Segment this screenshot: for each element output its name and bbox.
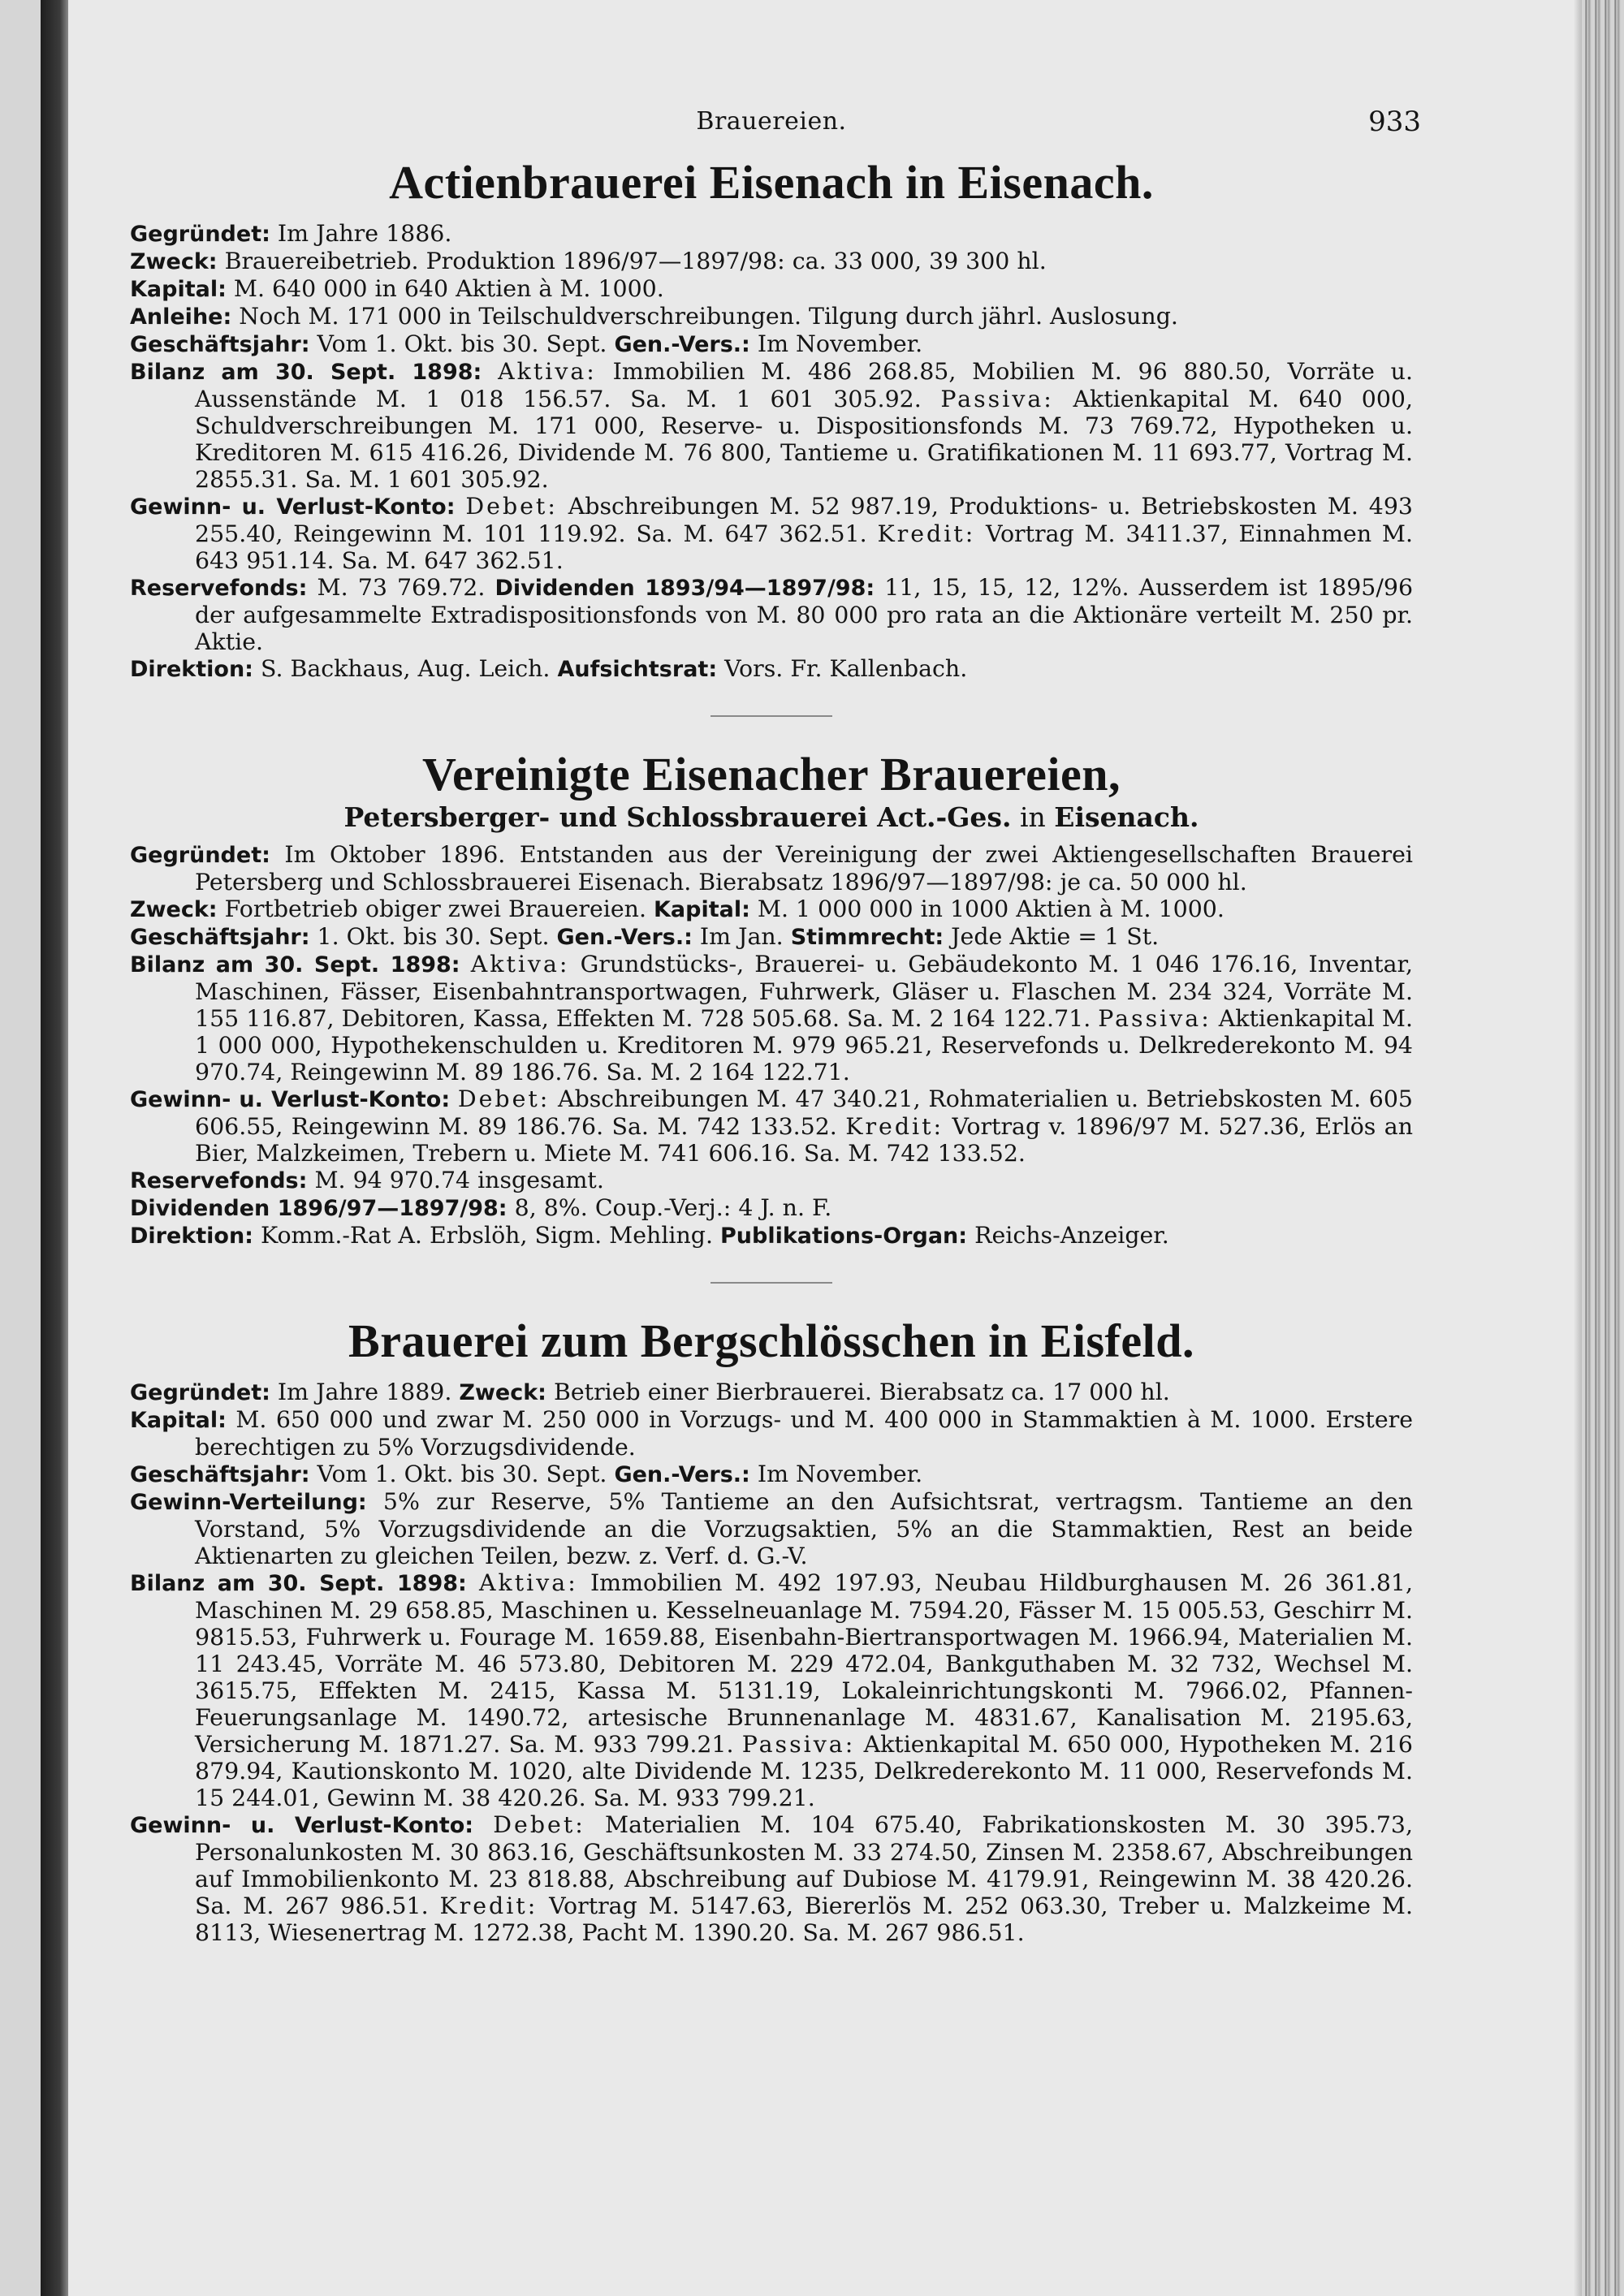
field-text: Aktienkapital M. 1 000 000, Hypothekenschulden u. Kreditoren M. 979 965.21, Reservefonds u. Delkrederekonto M. 94 970.74, Reingewinn M. 89 186.76. Sa. M. 2 164 122.71. bbox=[195, 1005, 1414, 1086]
entry-paragraph bbox=[130, 1222, 1413, 1249]
company-section-actienbrauerei-eisenach bbox=[130, 156, 1413, 683]
field-label: Bilanz am 30. Sept. 1898: bbox=[130, 359, 482, 385]
entry-paragraph bbox=[130, 574, 1413, 655]
field-text: Reichs-Anzeiger. bbox=[967, 1222, 1169, 1249]
entry-paragraph bbox=[130, 1379, 1413, 1406]
field-text: Vom 1. Okt. bis 30. Sept. bbox=[309, 1461, 615, 1488]
company-entries bbox=[130, 841, 1413, 1249]
document-page bbox=[130, 106, 1421, 1947]
entry-paragraph bbox=[130, 896, 1413, 923]
field-text bbox=[456, 493, 466, 520]
entry-paragraph bbox=[130, 493, 1413, 574]
field-text: Abschreibungen M. 52 987.19, Produktions- u. Betriebskosten M. 493 255.40, Reingewinn M. 101 119.92. Sa. M. 647 362.51. bbox=[195, 492, 1413, 547]
entry-paragraph bbox=[130, 1167, 1413, 1194]
field-text bbox=[473, 1811, 493, 1838]
spaced-term: Debet: bbox=[465, 492, 558, 520]
field-text: Vors. Fr. Kallenbach. bbox=[717, 654, 968, 682]
field-text: Vom 1. Okt. bis 30. Sept. bbox=[309, 330, 615, 357]
field-text: M. 650 000 und zwar M. 250 000 in Vorzugs- und M. 400 000 in Stammaktien à M. 1000. Erstere berechtigen zu 5% Vorzugsdividende. bbox=[195, 1406, 1413, 1461]
field-label: Kapital: bbox=[654, 897, 750, 923]
field-text: Fortbetrieb obiger zwei Brauereien. bbox=[217, 896, 654, 923]
scan-margin-left bbox=[0, 0, 41, 2296]
field-label: Aufsichtsrat: bbox=[557, 656, 718, 682]
entry-paragraph bbox=[130, 1085, 1413, 1167]
field-text: Aktienkapital M. 650 000, Hypotheken M. 216 879.94, Kautionskonto M. 1020, alte Dividende M. 1235, Delkrederekonto M. 11 000, Reservefonds M. 15 244.01, Gewinn M. 38 420.26. Sa. M. 933 799.21. bbox=[195, 1731, 1413, 1812]
field-text: 11, 15, 15, 12, 12%. Ausserdem ist 1895/96 der aufgesammelte Extradispositionsfonds von M. 80 000 pro rata an die Aktionäre verteilt M. 250 pr. Aktie. bbox=[195, 573, 1414, 655]
section-divider bbox=[710, 715, 832, 717]
field-label: Gewinn-Verteilung: bbox=[130, 1490, 367, 1516]
spaced-term: Passiva: bbox=[741, 1731, 856, 1759]
field-text: M. 94 970.74 insgesamt. bbox=[307, 1167, 604, 1194]
field-label: Gegründet: bbox=[130, 221, 270, 247]
field-label: Anleihe: bbox=[130, 304, 232, 330]
company-title: Actienbrauerei Eisenach in Eisenach. bbox=[389, 156, 1154, 209]
spaced-term: Aktiva: bbox=[470, 951, 570, 978]
field-label: Geschäftsjahr: bbox=[130, 925, 310, 951]
company-entries bbox=[130, 1379, 1413, 1946]
field-label: Geschäftsjahr: bbox=[130, 1462, 310, 1488]
spaced-term: Passiva: bbox=[1098, 1005, 1212, 1033]
field-text: Im Oktober 1896. Entstanden aus der Vereinigung der zwei Aktiengesellschaften Brauerei Petersberg und Schlossbrauerei Eisenach. Bierabsatz 1896/97—1897/98: je ca. 50 000 hl. bbox=[195, 841, 1413, 896]
field-text bbox=[460, 951, 471, 978]
spaced-term: Debet: bbox=[493, 1811, 585, 1839]
field-text bbox=[482, 358, 498, 385]
company-subtitle bbox=[130, 801, 1413, 833]
field-label: Kapital: bbox=[130, 276, 227, 302]
entry-paragraph bbox=[130, 923, 1413, 951]
field-label: Dividenden 1896/97—1897/98: bbox=[130, 1196, 508, 1222]
field-label: Stimmrecht: bbox=[790, 925, 944, 951]
subtitle-city: Eisenach. bbox=[1054, 801, 1199, 834]
field-label: Zweck: bbox=[130, 897, 218, 923]
entry-paragraph bbox=[130, 1811, 1413, 1946]
spaced-term: Debet: bbox=[457, 1085, 551, 1113]
field-text: M. 1 000 000 in 1000 Aktien à M. 1000. bbox=[749, 896, 1224, 923]
entry-paragraph bbox=[130, 951, 1413, 1085]
field-text: Grundstücks-, Brauerei- u. Gebäudekonto M. 1 046 176.16, Inventar, Maschinen, Fässer, Eisenbahntransportwagen, Fuhrwerk, Gläser u. Flaschen M. 234 324, Vorräte M. 155 116.87, Debitoren, Kassa, Effekten M. 728 505.68. Sa. M. 2 164 122.71. bbox=[195, 951, 1413, 1033]
field-label: Bilanz am 30. Sept. 1898: bbox=[130, 1571, 467, 1597]
field-text: 1. Okt. bis 30. Sept. bbox=[309, 923, 557, 951]
entry-paragraph bbox=[130, 1406, 1413, 1461]
field-text: Noch M. 171 000 in Teilschuldverschreibungen. Tilgung durch jährl. Auslosung. bbox=[231, 302, 1178, 330]
subtitle-company-name: Petersberger- und Schlossbrauerei Act.-Ges. bbox=[343, 801, 1012, 834]
field-label: Gewinn- u. Verlust-Konto: bbox=[130, 1087, 451, 1113]
field-text: Betrieb einer Bierbrauerei. Bierabsatz ca. 17 000 hl. bbox=[546, 1379, 1170, 1406]
field-label: Geschäftsjahr: bbox=[130, 331, 310, 357]
field-text: Immobilien M. 492 197.93, Neubau Hildburghausen M. 26 361.81, Maschinen M. 29 658.85, Maschinen u. Kesselneuanlage M. 7594.20, Fässer M. 15 005.53, Geschirr M. 9815.53, Fuhrwerk u. Fourage M. 1659.88, Eisenbahn-Biertransportwagen M. 1966.94, Materialien M. 11 243.45, Vorräte M. 46 573.80, Debitoren M. 229 472.04, Bankguthaben M. 32 732, Wechsel M. 3615.75, Effekten M. 2415, Kassa M. 5131.19, Lokaleinrichtungskonti M. 7966.02, Pfannen-Feuerungsanlage M. 1490.72, artesische Brunnenanlage M. 4831.67, Kanalisation M. 2195.63, Versicherung M. 1871.27. Sa. M. 933 799.21. bbox=[195, 1569, 1413, 1759]
field-text: Vortrag M. 3411.37, Einnahmen M. 643 951.14. Sa. M. 647 362.51. bbox=[195, 520, 1413, 574]
company-entries bbox=[130, 220, 1413, 683]
entry-paragraph bbox=[130, 1569, 1413, 1811]
field-text: Vortrag v. 1896/97 M. 527.36, Erlös an Bier, Malzkeimen, Trebern u. Miete M. 741 606.16. Sa. M. 742 133.52. bbox=[195, 1113, 1413, 1167]
field-label: Zweck: bbox=[130, 248, 218, 274]
field-text bbox=[467, 1569, 479, 1596]
entry-paragraph bbox=[130, 275, 1413, 303]
field-text: Im November. bbox=[749, 1461, 923, 1488]
field-label: Gegründet: bbox=[130, 1380, 270, 1406]
field-label: Gen.-Vers.: bbox=[556, 925, 693, 951]
entry-paragraph bbox=[130, 1461, 1413, 1488]
field-label: Direktion: bbox=[130, 1224, 253, 1249]
field-label: Direktion: bbox=[130, 656, 253, 682]
field-label: Gen.-Vers.: bbox=[614, 331, 750, 357]
company-section-vereinigte-eisenacher-brauereien bbox=[130, 748, 1413, 1250]
field-text: M. 640 000 in 640 Aktien à M. 1000. bbox=[226, 274, 664, 302]
section-divider bbox=[710, 1282, 832, 1284]
spaced-term: Passiva: bbox=[940, 385, 1054, 412]
entry-paragraph bbox=[130, 1488, 1413, 1569]
company-section-brauerei-bergschloesschen bbox=[130, 1314, 1413, 1946]
field-text: 5% zur Reserve, 5% Tantieme an den Aufsichtsrat, vertragsm. Tantieme an den Vorstand, 5% Vorzugsdividende an die Vorzugsaktien, 5% an die Stammaktien, Rest an beide Aktienarten zu gleichen Teilen, bezw. z. Verf. d. G.-V. bbox=[195, 1488, 1413, 1570]
field-text: Abschreibungen M. 47 340.21, Rohmaterialien u. Betriebskosten M. 605 606.55, Reingewinn M. 89 186.76. Sa. M. 742 133.52. bbox=[195, 1085, 1413, 1141]
field-text: Im November. bbox=[749, 330, 923, 357]
book-binding-shadow bbox=[41, 0, 68, 2296]
field-text: Vortrag M. 5147.63, Biererlös M. 252 063.30, Treber u. Malzkeime M. 8113, Wiesenertrag M. 1272.38, Pacht M. 1390.20. Sa. M. 267 986.51. bbox=[195, 1892, 1413, 1947]
field-text: Immobilien M. 486 268.85, Mobilien M. 96 880.50, Vorräte u. Aussenstände M. 1 018 156.57. Sa. M. 1 601 305.92. bbox=[195, 357, 1413, 412]
company-title: Vereinigte Eisenacher Brauereien, bbox=[421, 747, 1121, 801]
field-text: Materialien M. 104 675.40, Fabrikationskosten M. 30 395.73, Personalunkosten M. 30 863.16, Geschäftsunkosten M. 33 274.50, Zinsen M. 2358.67, Abschreibungen auf Immobilienkonto M. 23 818.88, Abschreibung auf Dubiose M. 4179.91, Reingewinn M. 38 420.26. Sa. M. 267 986.51. bbox=[195, 1811, 1413, 1920]
field-label: Zweck: bbox=[459, 1380, 546, 1406]
page-edge-shadow bbox=[1574, 0, 1582, 2296]
field-label: Publikations-Organ: bbox=[720, 1224, 968, 1249]
entry-paragraph bbox=[130, 220, 1413, 248]
subtitle-connector: in bbox=[1011, 801, 1055, 834]
entry-paragraph bbox=[130, 330, 1413, 358]
spaced-term: Aktiva: bbox=[498, 357, 597, 385]
field-label: Gewinn- u. Verlust-Konto: bbox=[130, 1813, 474, 1839]
entry-paragraph bbox=[130, 303, 1413, 330]
book-page-edges bbox=[1582, 0, 1624, 2296]
field-text: Komm.-Rat A. Erbslöh, Sigm. Mehling. bbox=[253, 1222, 720, 1249]
field-text: Im Jahre 1886. bbox=[270, 219, 452, 247]
field-text: Im Jahre 1889. bbox=[270, 1379, 460, 1406]
field-text: Jede Aktie = 1 St. bbox=[944, 923, 1160, 951]
entry-paragraph bbox=[130, 655, 1413, 683]
field-text: 8, 8%. Coup.-Verj.: 4 J. n. F. bbox=[507, 1194, 832, 1222]
field-label: Bilanz am 30. Sept. 1898: bbox=[130, 952, 460, 978]
field-label: Reservefonds: bbox=[130, 575, 308, 601]
field-label: Kapital: bbox=[130, 1408, 227, 1434]
field-text: Brauereibetrieb. Produktion 1896/97—1897/98: ca. 33 000, 39 300 hl. bbox=[217, 247, 1047, 274]
page-number: 933 bbox=[1368, 106, 1421, 138]
spaced-term: Aktiva: bbox=[479, 1569, 578, 1597]
company-title: Brauerei zum Bergschlösschen in Eisfeld. bbox=[348, 1314, 1194, 1368]
entry-paragraph bbox=[130, 841, 1413, 896]
field-text bbox=[450, 1085, 458, 1112]
field-label: Gegründet: bbox=[130, 843, 270, 869]
field-label: Dividenden 1893/94—1897/98: bbox=[495, 575, 875, 601]
field-text: S. Backhaus, Aug. Leich. bbox=[253, 654, 558, 682]
running-header bbox=[130, 106, 1421, 146]
field-text: Aktienkapital M. 640 000, Schuldverschreibungen M. 171 000, Reserve- u. Dispositionsfonds M. 73 769.72, Hypotheken u. Kreditoren M. 615 416.26, Dividende M. 76 800, Tantieme u. Gratifikationen M. 11 693.77, Vortrag M. 2855.31. Sa. M. 1 601 305.92. bbox=[195, 385, 1413, 493]
entry-paragraph bbox=[130, 358, 1413, 493]
spaced-term: Kredit: bbox=[845, 1113, 944, 1141]
field-label: Gewinn- u. Verlust-Konto: bbox=[130, 494, 456, 520]
spaced-term: Kredit: bbox=[877, 520, 976, 547]
entry-paragraph bbox=[130, 248, 1413, 275]
field-text: M. 73 769.72. bbox=[307, 573, 495, 601]
entry-paragraph bbox=[130, 1194, 1413, 1222]
running-title: Brauereien. bbox=[696, 107, 847, 136]
spaced-term: Kredit: bbox=[439, 1892, 538, 1920]
field-label: Reservefonds: bbox=[130, 1168, 308, 1194]
field-label: Gen.-Vers.: bbox=[614, 1462, 750, 1488]
field-text: Im Jan. bbox=[692, 923, 791, 951]
